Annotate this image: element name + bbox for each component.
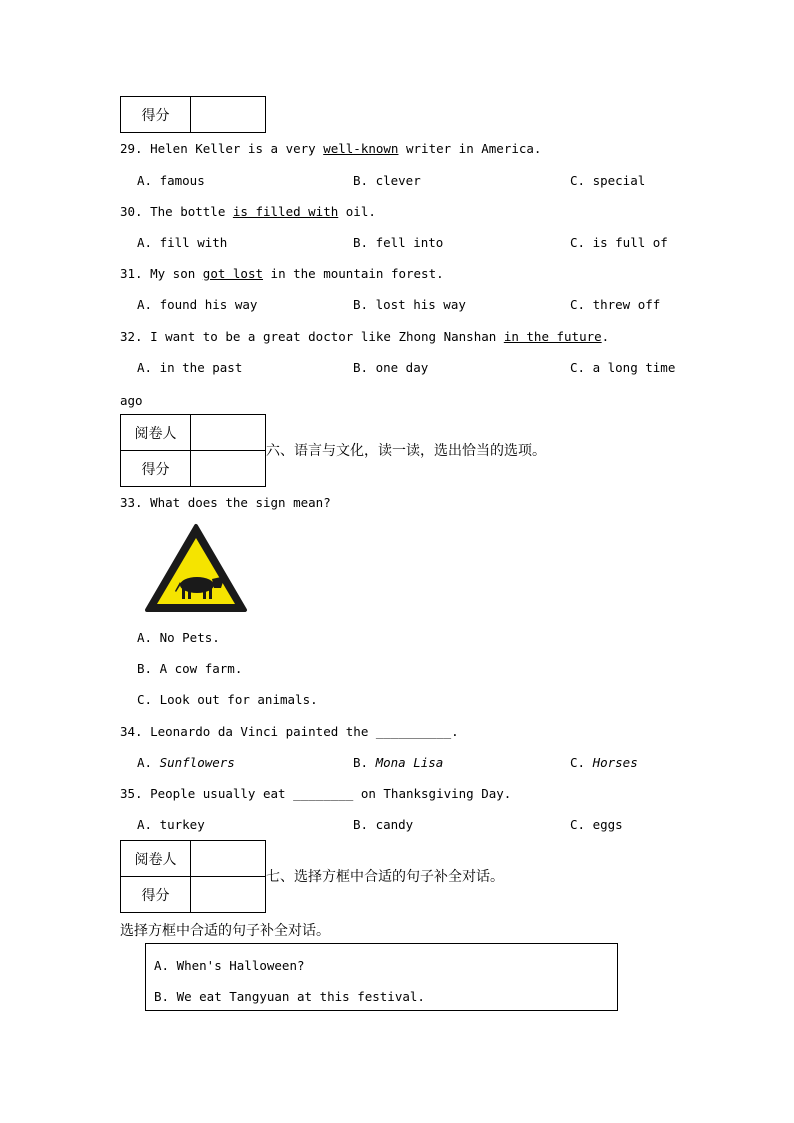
option-31-b[interactable]: B. lost his way: [353, 297, 466, 312]
option-33-c[interactable]: C. Look out for animals.: [137, 692, 318, 707]
section-7-title: 七、选择方框中合适的句子补全对话。: [266, 869, 504, 885]
question-29-prefix: 29. Helen Keller is a very: [120, 141, 324, 156]
question-29-suffix: writer in America.: [398, 141, 542, 156]
question-29-underlined: well-known: [323, 141, 399, 156]
score-label: 得分: [121, 877, 191, 913]
score-cell: [191, 877, 266, 913]
option-31-a[interactable]: A. found his way: [137, 297, 258, 312]
sentence-option-b: B. We eat Tangyuan at this festival.: [154, 989, 425, 1004]
option-30-b[interactable]: B. fell into: [353, 235, 444, 250]
question-30-prefix: 30. The bottle: [120, 204, 233, 219]
sentence-option-a: A. When's Halloween?: [154, 958, 305, 973]
score-cell: [191, 97, 266, 133]
option-35-a[interactable]: A. turkey: [137, 817, 205, 832]
score-label: 得分: [121, 97, 191, 133]
option-34-a[interactable]: [137, 755, 235, 770]
option-32-a[interactable]: A. in the past: [137, 360, 243, 375]
option-35-b[interactable]: B. candy: [353, 817, 414, 832]
option-34-c-text: Horses: [592, 755, 638, 770]
question-32-suffix: .: [601, 329, 610, 344]
question-31-suffix: in the mountain forest.: [263, 266, 444, 281]
reviewer-label: 阅卷人: [121, 415, 191, 451]
option-34-c-letter: C.: [570, 755, 593, 770]
option-33-a[interactable]: A. No Pets.: [137, 630, 220, 645]
option-29-a[interactable]: A. famous: [137, 173, 205, 188]
option-35-c[interactable]: C. eggs: [570, 817, 623, 832]
option-32-c[interactable]: C. a long time: [570, 360, 676, 375]
section-7-score-table: [120, 840, 266, 913]
reviewer-cell: [191, 415, 266, 451]
question-31-prefix: 31. My son: [120, 266, 203, 281]
option-29-b[interactable]: B. clever: [353, 173, 421, 188]
reviewer-cell: [191, 841, 266, 877]
score-table-1: [120, 96, 266, 133]
option-30-c[interactable]: C. is full of: [570, 235, 668, 250]
question-30-underlined: is filled with: [232, 204, 339, 219]
option-34-b-text: Mona Lisa: [375, 755, 444, 770]
question-34: 34. Leonardo da Vinci painted the __________.: [120, 724, 459, 739]
question-31-underlined: got lost: [202, 266, 264, 281]
option-29-c[interactable]: C. special: [570, 173, 646, 188]
question-30-suffix: oil.: [338, 204, 376, 219]
option-32-c-wrap: ago: [120, 393, 143, 408]
option-34-a-letter: A.: [137, 755, 160, 770]
option-34-b-letter: B.: [353, 755, 376, 770]
option-31-c[interactable]: C. threw off: [570, 297, 661, 312]
question-35: 35. People usually eat ________ on Thanksgiving Day.: [120, 786, 512, 801]
reviewer-label: 阅卷人: [121, 841, 191, 877]
question-32-underlined: in the future: [503, 329, 602, 344]
question-33: 33. What does the sign mean?: [120, 495, 331, 510]
score-cell: [191, 451, 266, 487]
section-7-instruction: 选择方框中合适的句子补全对话。: [120, 923, 330, 939]
sentence-options-box: [145, 943, 618, 1011]
option-33-b[interactable]: B. A cow farm.: [137, 661, 243, 676]
option-32-b[interactable]: B. one day: [353, 360, 429, 375]
section-6-score-table: [120, 414, 266, 487]
score-label: 得分: [121, 451, 191, 487]
question-32-prefix: 32. I want to be a great doctor like Zhong Nanshan: [120, 329, 504, 344]
option-34-a-text: Sunflowers: [159, 755, 235, 770]
question-29: [120, 141, 541, 156]
option-34-b[interactable]: [353, 755, 443, 770]
cow-crossing-sign-icon: [144, 522, 248, 614]
question-31: [120, 266, 444, 281]
section-6-title: 六、语言与文化，读一读，选出恰当的选项。: [266, 443, 546, 459]
question-30: [120, 204, 376, 219]
option-34-c[interactable]: [570, 755, 638, 770]
question-32: [120, 329, 609, 344]
option-30-a[interactable]: A. fill with: [137, 235, 228, 250]
